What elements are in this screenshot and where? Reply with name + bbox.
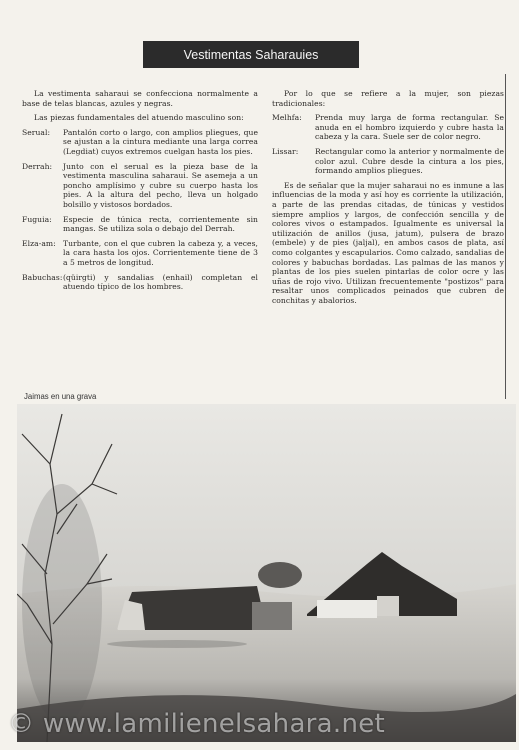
garment-item-babuchas xyxy=(22,273,258,292)
garment-item-fuguia xyxy=(22,215,258,234)
garment-item-derrah xyxy=(22,162,258,210)
garment-definition: Turbante, con el que cubren la cabeza y, a veces, la cara hasta los ojos. Corrientemente tiene de 3 a 5 metros de longitud. xyxy=(63,238,258,267)
garment-item-serual xyxy=(22,128,258,157)
desert-tents-photo xyxy=(17,404,516,742)
garment-item-melhfa xyxy=(272,113,504,142)
page-title-text: Vestimentas Saharauies xyxy=(183,47,319,62)
left-subhead-paragraph: Las piezas fundamentales del atuendo masculino son: xyxy=(34,113,244,123)
tent-shadow xyxy=(107,640,247,648)
garment-term: Derrah: xyxy=(22,161,53,171)
garment-term: Elza-am: xyxy=(22,238,56,248)
garment-definition: Prenda muy larga de forma rectangular. Se anuda en el hombro izquierdo y cubre hasta la cabeza y la cara. Suele ser de color negro. xyxy=(315,113,504,142)
photo-illustration xyxy=(17,404,516,742)
right-intro-paragraph: Por lo que se refiere a la mujer, son piezas tradicionales: xyxy=(272,89,504,108)
garment-definition: (qüirgti) y sandalias (enhail) completan el atuendo típico de los hombres. xyxy=(63,272,258,292)
left-intro-paragraph: La vestimenta saharaui se confecciona normalmente a base de telas blancas, azules y negras. xyxy=(22,89,258,108)
garment-term: Melhfa: xyxy=(272,113,302,123)
garment-definition: Junto con el serual es la pieza base de la vestimenta masculina saharaui. Se asemeja a un poncho amplísimo y cubre su cuerpo hasta los pies. A la altura del pecho, lleva un holgado bolsillo y vistosos bordados. xyxy=(63,161,258,209)
photo-caption: Jaimas en una grava xyxy=(24,392,97,401)
garment-definition: Rectangular como la anterior y normalmente de color azul. Cubre desde la cintura a los pies, formando amplios pliegues. xyxy=(315,146,504,176)
garment-item-lissar xyxy=(272,147,504,176)
tree-foliage xyxy=(22,484,102,724)
garment-item-elza-am xyxy=(22,239,258,268)
right-body-paragraph: Es de señalar que la mujer saharaui no es inmune a las influencias de la moda y así hoy es corriente la utilización, a parte de las prendas citadas, de túnicas y vestidos siempre amplios y largos, de confección sencilla y de colores vivos o estampados. Igualmente es universal la utilización de anillos (jusa, jatum), pulsera de brazo (embele) y de pies (jaljal), en ambos casos de plata, así como colgantes y escapularios. Como calzado, sandalias de colores y babuchas bordadas. Las palmas de las manos y plantas de los pies suelen pintarlas de color ocre y las uñas de rojo vivo. Utilizan frecuentemente "postizos" para resaltar unos complicados peinados que cubren de conchitas y abalorios. xyxy=(272,180,504,305)
column-divider xyxy=(505,74,506,399)
watermark: © www.lamilienelsahara.net xyxy=(8,709,386,739)
garment-term: Babuchas: xyxy=(22,272,63,282)
garment-definition: Especie de túnica recta, corrientemente sin mangas. Se utiliza sola o debajo del Derrah. xyxy=(63,214,258,234)
page-title xyxy=(143,41,359,68)
distant-bush xyxy=(258,562,302,588)
garment-term: Fuguia: xyxy=(22,214,52,224)
garment-term: Serual: xyxy=(22,127,51,137)
right-column xyxy=(272,89,504,310)
garment-term: Lissar: xyxy=(272,146,299,156)
garment-definition: Pantalón corto o largo, con amplios pliegues, que se ajustan a la cintura mediante una larga correa (Legdiat) cuyos extremos cuelgan hasta los pies. xyxy=(63,127,258,156)
left-column xyxy=(22,89,258,297)
